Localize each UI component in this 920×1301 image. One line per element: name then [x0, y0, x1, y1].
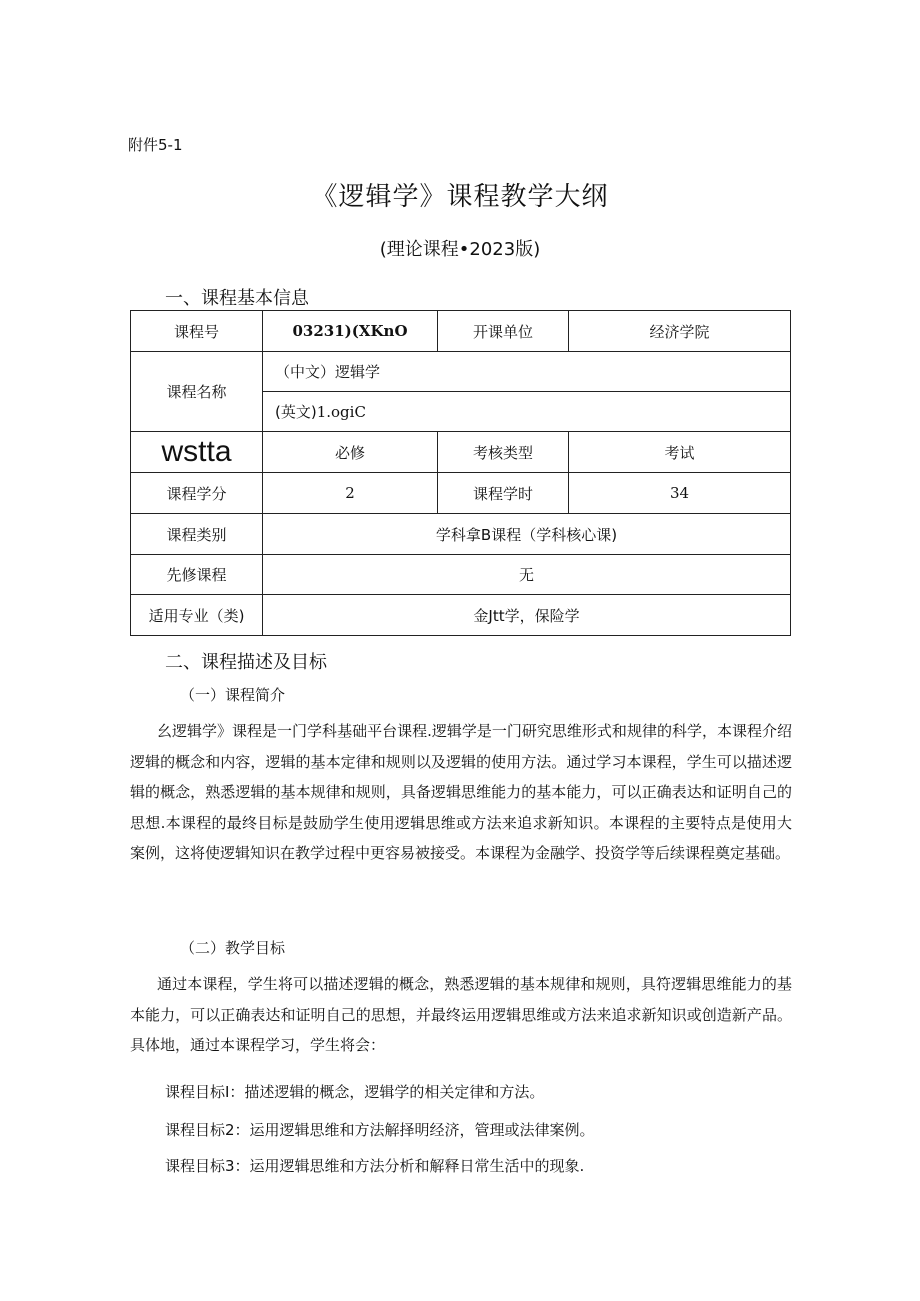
- section-heading-basic-info: 一、课程基本信息: [165, 288, 309, 309]
- attachment-label: 附件5-1: [128, 136, 183, 154]
- prerequisite-value: 无: [263, 555, 791, 595]
- subheading-goals: （二）教学目标: [180, 939, 286, 957]
- goals-intro-paragraph: 通过本课程，学生将可以描述逻辑的概念，熟悉逻辑的基本规律和规则，具符逻辑思维能力的基本能力，可以正确表达和证明自己的思想，并最终运用逻辑思维或方法来追求新知识或创造新产品。具体地，通过本课程学习，学生将会：: [130, 975, 792, 1054]
- table-row: [131, 595, 791, 636]
- course-info-table: [130, 310, 791, 636]
- course-no-value: 03231)(XKnO: [263, 311, 438, 352]
- document-subtitle: (理论课程•2023版): [379, 239, 541, 260]
- document-title: 《逻辑学》课程教学大纲: [311, 182, 609, 212]
- course-name-en-prefix: (英文): [275, 403, 317, 421]
- hours-label: 课程学时: [438, 473, 569, 514]
- category-value: 学科拿B课程（学科核心课): [263, 514, 791, 555]
- table-row: [131, 432, 791, 473]
- table-row: [131, 311, 791, 352]
- course-nature-label: wstta: [131, 432, 263, 473]
- credit-value: 2: [263, 473, 438, 514]
- hours-value: 34: [569, 473, 791, 514]
- table-row: [131, 555, 791, 595]
- credit-label: 课程学分: [131, 473, 263, 514]
- table-row: [131, 473, 791, 514]
- goal-item-3: 课程目标3：运用逻辑思维和方法分析和解释日常生活中的现象.: [165, 1157, 585, 1175]
- course-name-en: 1.ogiC: [316, 403, 366, 421]
- dept-label: 开课单位: [438, 311, 569, 352]
- assessment-value: 考试: [569, 432, 791, 473]
- table-row: [131, 352, 791, 392]
- dept-value: 经济学院: [569, 311, 791, 352]
- course-name-cn: （中文）逻辑学: [263, 352, 791, 392]
- goal-item-1: 课程目标I：描述逻辑的概念，逻辑学的相关定律和方法。: [165, 1083, 545, 1101]
- course-name-en-cell: [263, 392, 791, 432]
- subheading-intro: （一）课程简介: [180, 686, 286, 704]
- goal-item-2: 课程目标2：运用逻辑思维和方法解择明经济，管理或法律案例。: [165, 1121, 595, 1139]
- course-no-label: 课程号: [131, 311, 263, 352]
- course-name-label: 课程名称: [131, 352, 263, 432]
- table-row: [131, 514, 791, 555]
- major-value: 金Jtt学，保险学: [263, 595, 791, 636]
- major-label: 适用专业（类): [131, 595, 263, 636]
- section-heading-description: 二、课程描述及目标: [165, 652, 327, 673]
- category-label: 课程类别: [131, 514, 263, 555]
- prerequisite-label: 先修课程: [131, 555, 263, 595]
- course-nature-value: 必修: [263, 432, 438, 473]
- assessment-label: 考核类型: [438, 432, 569, 473]
- intro-paragraph: 幺逻辑学》课程是一门学科基础平台课程.逻辑学是一门研究思维形式和规律的科学，本课程介绍逻辑的概念和内容，逻辑的基本定律和规则以及逻辑的使用方法。通过学习本课程，学生可以描述逻辑的概念，熟悉逻辑的基本规律和规则，具备逻辑思维能力的基本能力，可以正确表达和证明自己的思想.本课程的最终目标是鼓励学生使用逻辑思维或方法来追求新知识。本课程的主要特点是使用大案例，这将使逻辑知识在教学过程中更容易被接受。本课程为金融学、投资学等后续课程奠定基础。: [130, 722, 792, 862]
